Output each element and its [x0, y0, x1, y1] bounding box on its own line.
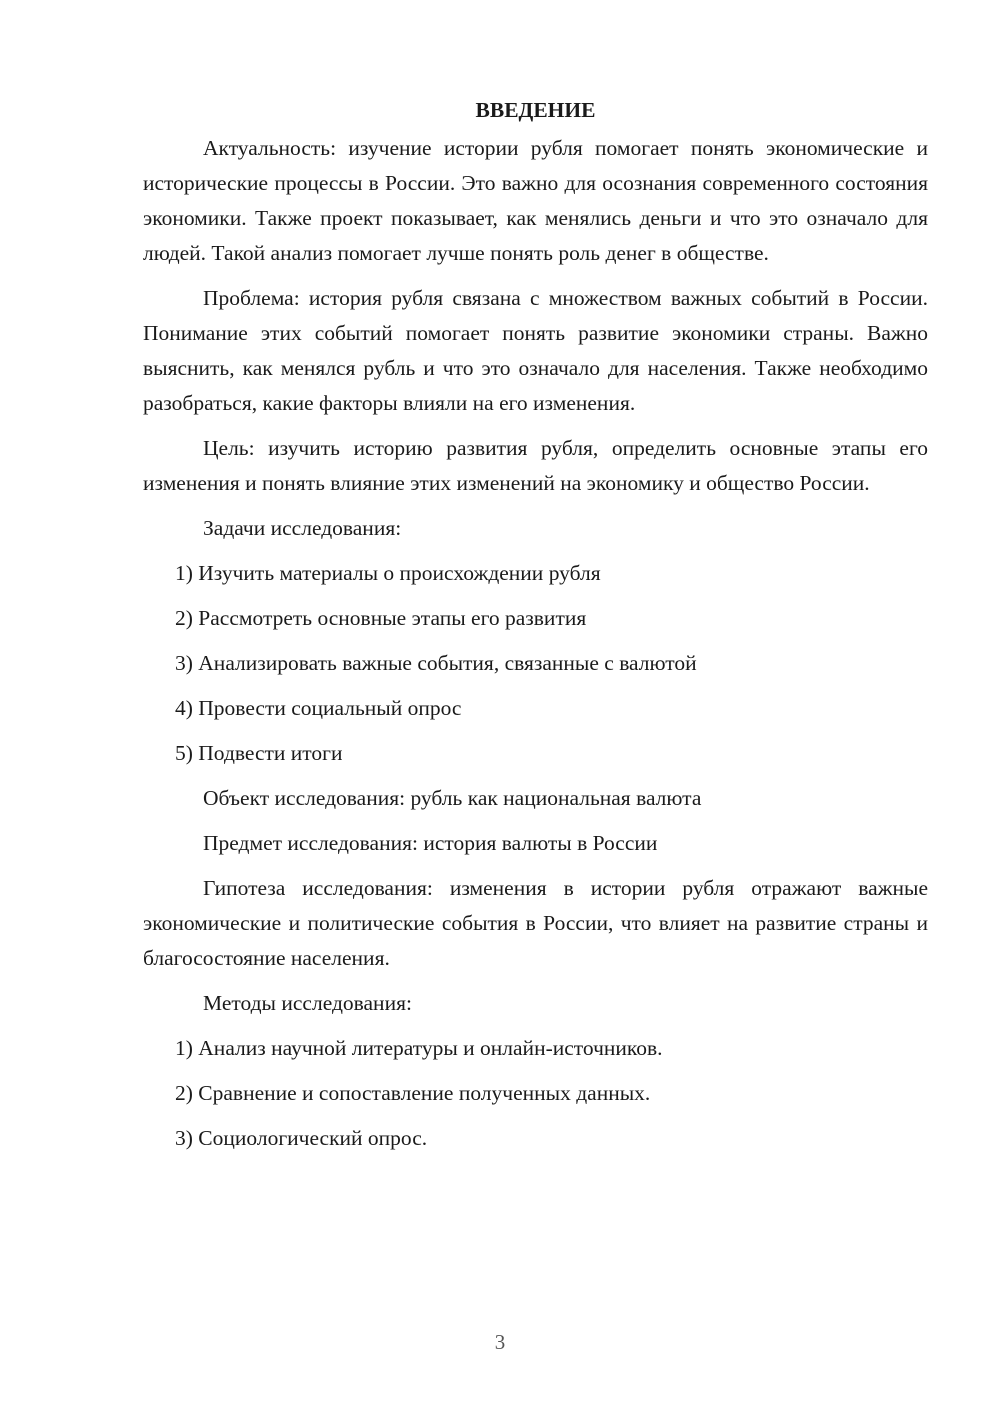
methods-list — [143, 1031, 928, 1156]
section-title: ВВЕДЕНИЕ — [475, 98, 596, 122]
list-item: 1) Изучить материалы о происхождении рубля — [175, 561, 601, 585]
tasks-list — [143, 556, 928, 771]
page-number: 3 — [494, 1330, 506, 1354]
list-item: 3) Анализировать важные события, связанные с валютой — [175, 651, 697, 675]
paragraph-goal: Цель: изучить историю развития рубля, определить основные этапы его изменения и понять влияние этих изменений на экономику и общество России. — [143, 436, 928, 495]
document-page — [143, 92, 928, 1166]
list-item: 2) Сравнение и сопоставление полученных данных. — [175, 1081, 651, 1105]
paragraph-problem: Проблема: история рубля связана с множеством важных событий в России. Понимание этих событий помогает понять развитие экономики страны. Важно выяснить, как менялся рубль и что это означало для населения. Также необходимо разобраться, какие факторы влияли на его изменения. — [143, 286, 928, 415]
list-item: 4) Провести социальный опрос — [175, 696, 462, 720]
paragraph-object: Объект исследования: рубль как национальная валюта — [203, 786, 702, 810]
paragraph-subject: Предмет исследования: история валюты в России — [203, 831, 658, 855]
methods-heading: Методы исследования: — [203, 991, 412, 1015]
tasks-heading: Задачи исследования: — [203, 516, 402, 540]
paragraph-relevance: Актуальность: изучение истории рубля помогает понять экономические и исторические процессы в России. Это важно для осознания современного состояния экономики. Также проект показывает, как менялись деньги и что это означало для людей. Такой анализ помогает лучше понять роль денег в обществе. — [143, 136, 928, 265]
list-item: 1) Анализ научной литературы и онлайн-источников. — [175, 1036, 663, 1060]
list-item: 2) Рассмотреть основные этапы его развития — [175, 606, 587, 630]
list-item: 5) Подвести итоги — [175, 741, 343, 765]
list-item: 3) Социологический опрос. — [175, 1126, 428, 1150]
paragraph-hypothesis: Гипотеза исследования: изменения в истории рубля отражают важные экономические и политические события в России, что влияет на развитие страны и благосостояние населения. — [143, 876, 928, 970]
